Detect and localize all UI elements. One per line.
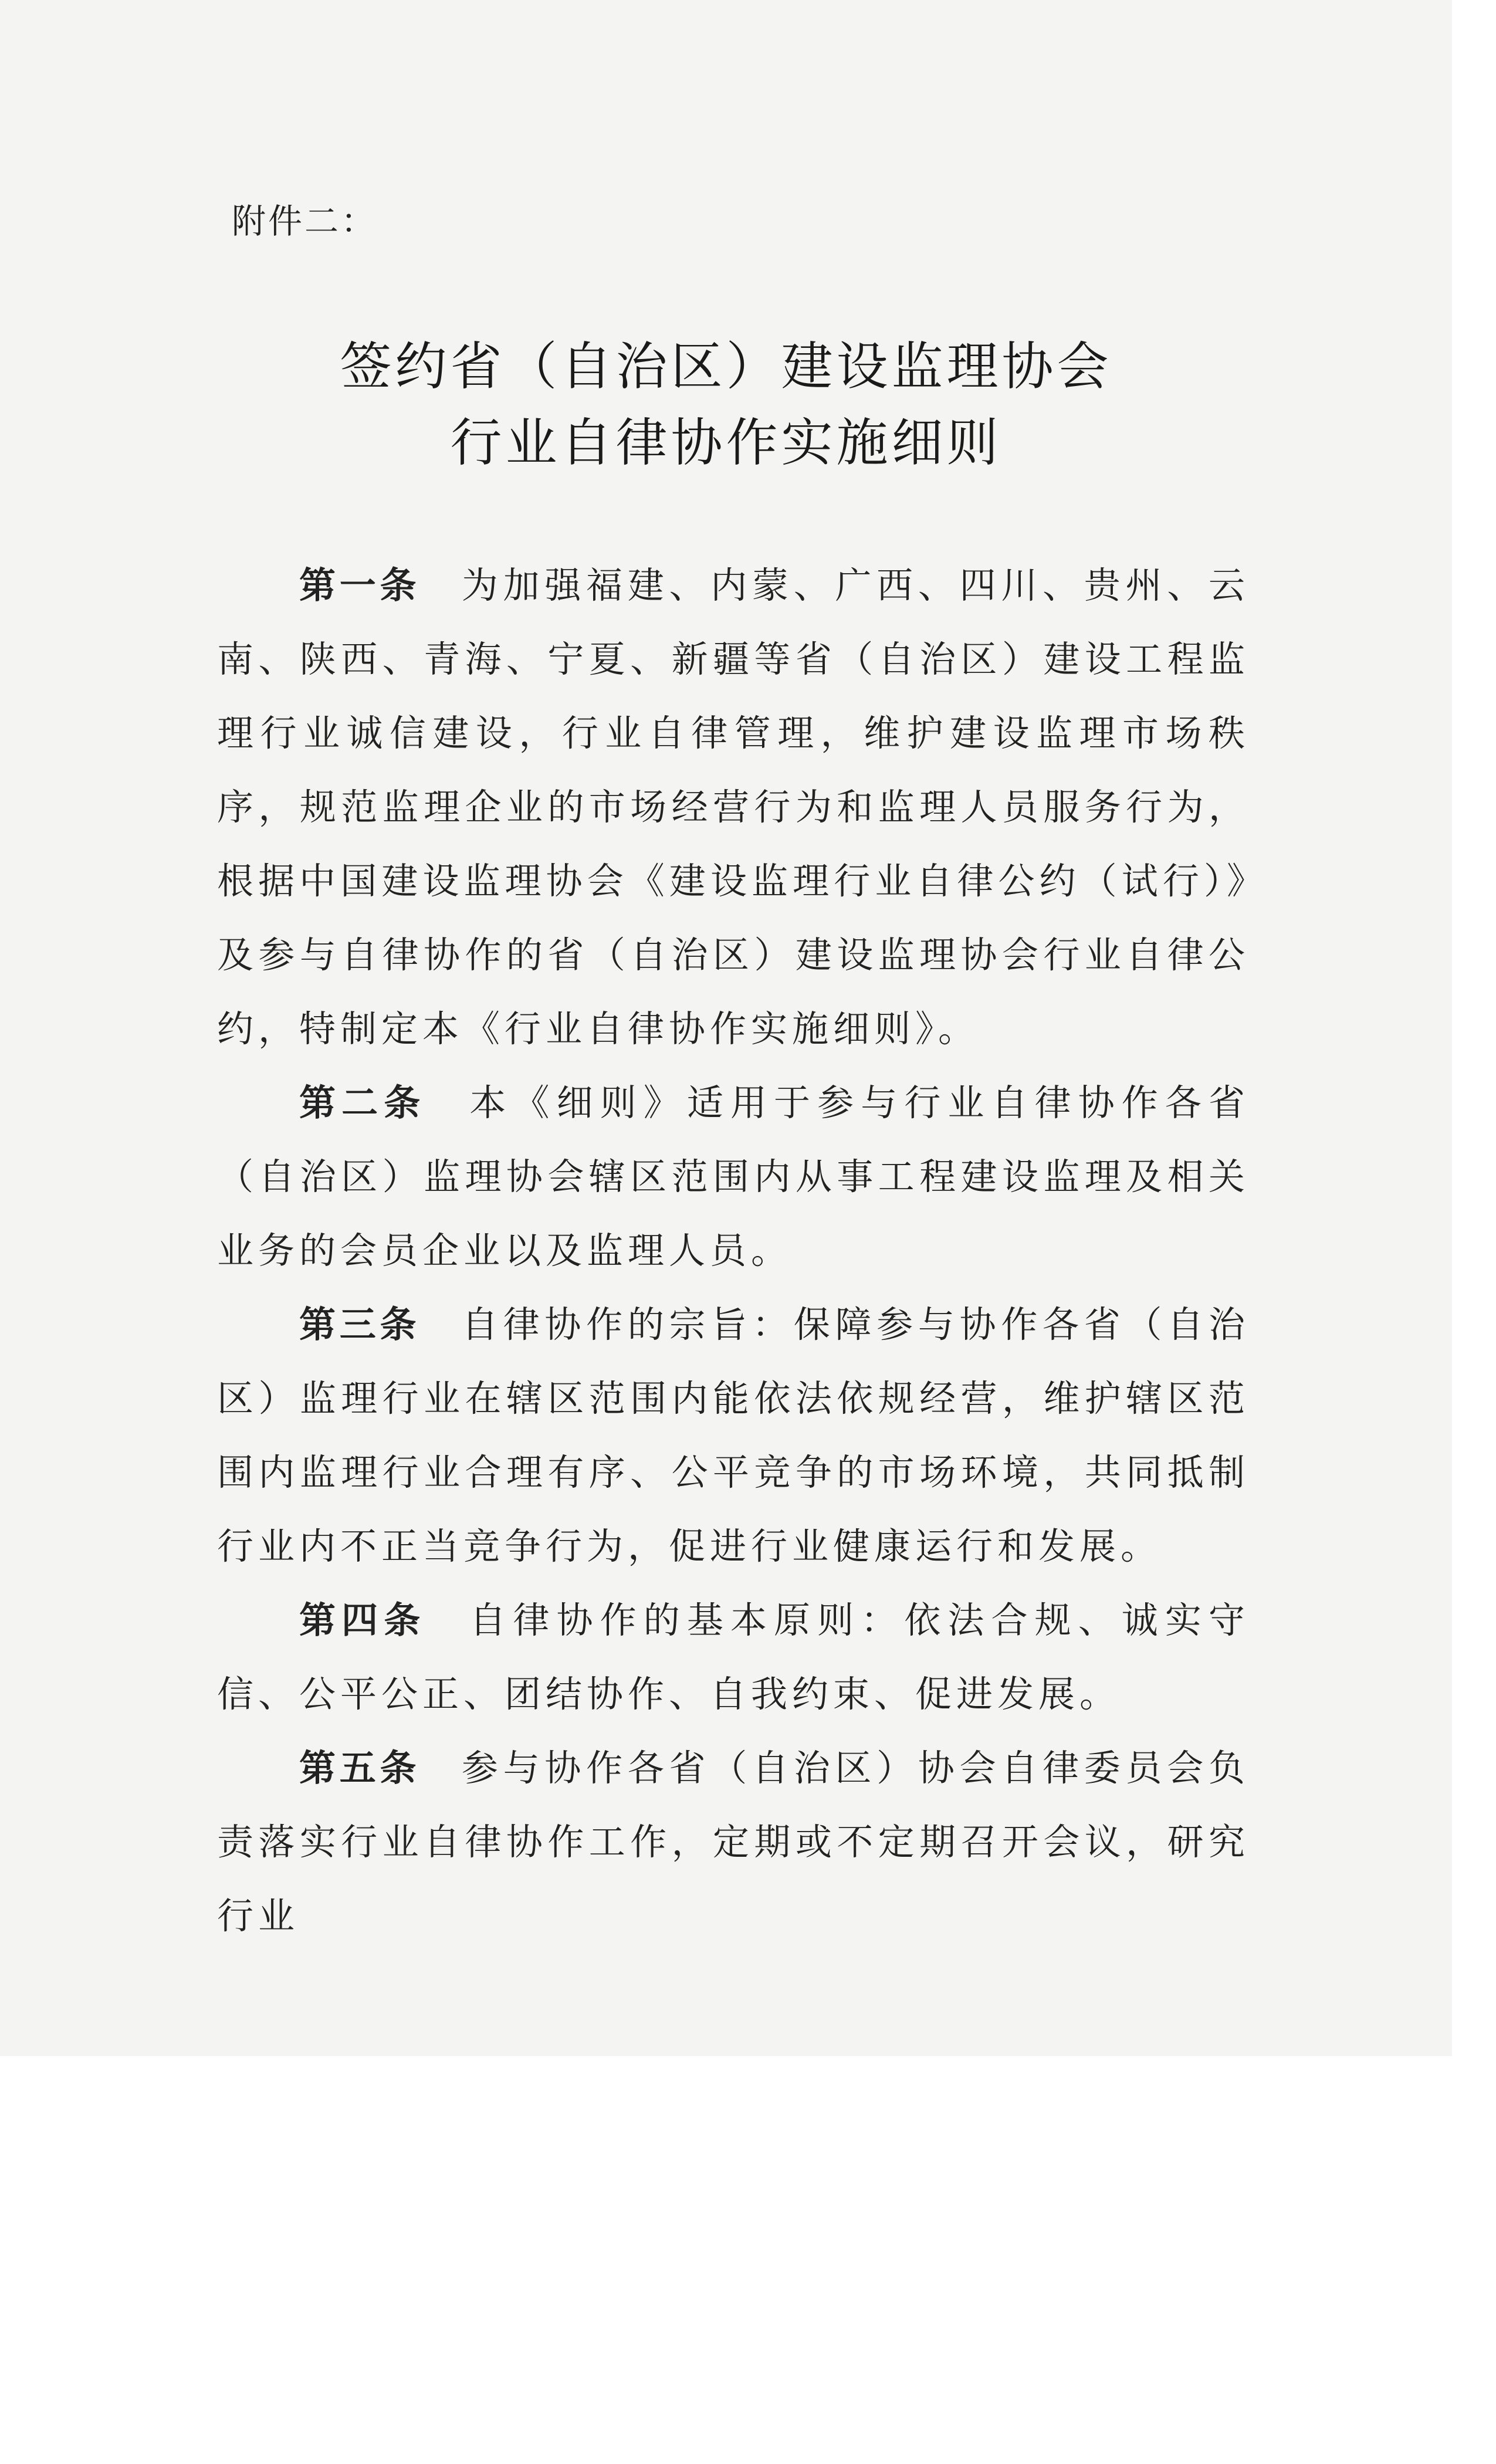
article-4 xyxy=(217,1583,1250,1731)
article-heading: 第二条 xyxy=(299,1081,427,1124)
document-title-line-1: 签约省（自治区）建设监理协会 xyxy=(340,336,1112,397)
article-text: 自律协作的宗旨：保障参与协作各省（自治区）监理行业在辖区范围内能依法依规经营，维护辖区范围内监理行业合理有序、公平竞争的市场环境，共同抵制行业内不正当竞争行为，促进行业健康运行和发展。 xyxy=(217,1303,1250,1568)
article-text: 参与协作各省（自治区）协会自律委员会负责落实行业自律协作工作，定期或不定期召开会议，研究行业 xyxy=(217,1747,1250,1937)
article-text: 自律协作的基本原则：依法合规、诚实守信、公平公正、团结协作、自我约束、促进发展。 xyxy=(217,1599,1250,1715)
article-heading: 第五条 xyxy=(299,1747,421,1789)
article-3 xyxy=(217,1288,1250,1583)
document-title-line-2: 行业自律协作实施细则 xyxy=(450,412,1002,473)
article-2 xyxy=(217,1066,1250,1288)
article-1 xyxy=(217,549,1250,1066)
article-text: 本《细则》适用于参与行业自律协作各省（自治区）监理协会辖区范围内从事工程建设监理及相关业务的会员企业以及监理人员。 xyxy=(217,1081,1250,1272)
article-heading: 第一条 xyxy=(299,564,421,607)
article-heading: 第四条 xyxy=(299,1599,427,1641)
article-text: 为加强福建、内蒙、广西、四川、贵州、云南、陕西、青海、宁夏、新疆等省（自治区）建设工程监理行业诚信建设，行业自律管理，维护建设监理市场秩序，规范监理企业的市场经营行为和监理人员服务行为，根据中国建设监理协会《建设监理行业自律公约（试行）》及参与自律协作的省（自治区）建设监理协会行业自律公约，特制定本《行业自律协作实施细则》。 xyxy=(217,564,1250,1050)
article-5 xyxy=(217,1731,1250,1953)
article-heading: 第三条 xyxy=(299,1303,421,1346)
document-body xyxy=(217,549,1250,1953)
attachment-label: 附件二： xyxy=(232,201,378,241)
